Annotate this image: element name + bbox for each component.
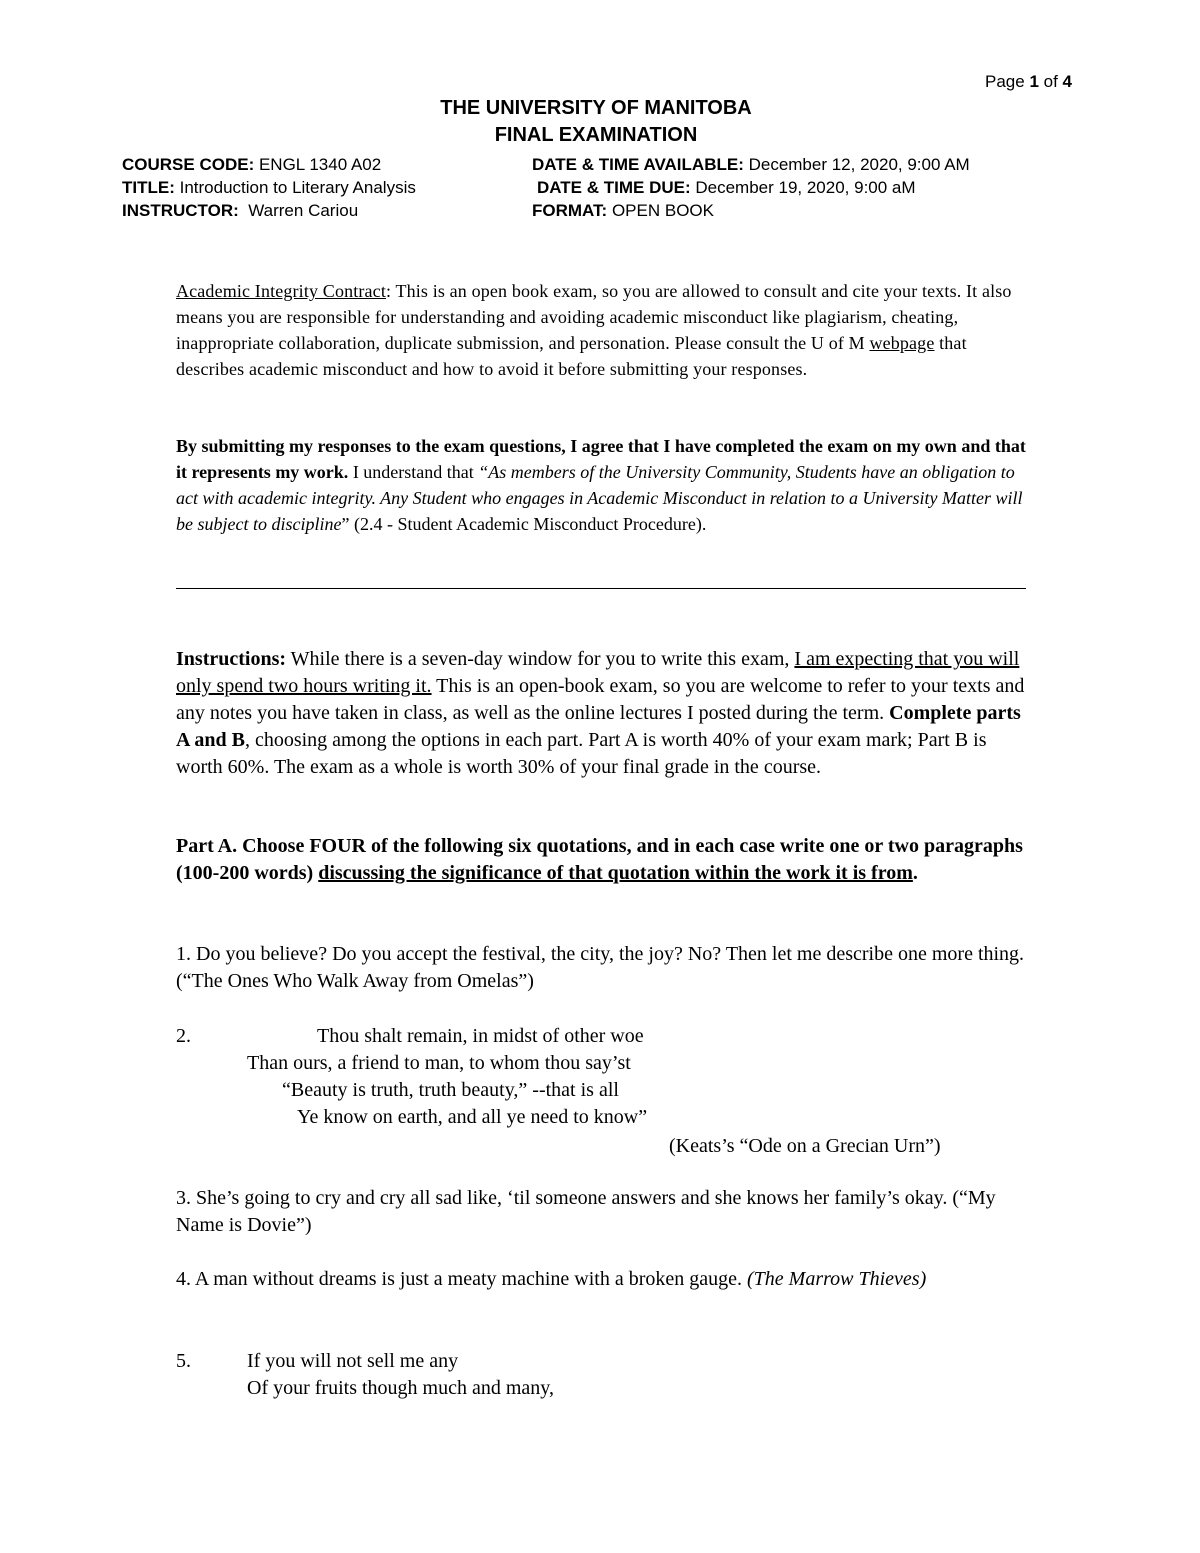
academic-integrity-contract: Academic Integrity Contract: This is an open book exam, so you are allowed to consult and cite your texts. It also means you are responsible for understanding and avoiding academic misconduct like plagiarism, cheating, inappropriate collaboration, duplicate submission, and personation. Please consult the U of M webpage that describes academic misconduct and how to avoid it before submitting your responses.	[176, 281, 1012, 379]
quotation-5-line: Of your fruits though much and many,	[247, 1377, 554, 1399]
course-title: TITLE: Introduction to Literary Analysis	[122, 178, 416, 197]
university-title: THE UNIVERSITY OF MANITOBA	[440, 97, 752, 119]
quotation-2-line: “Beauty is truth, truth beauty,” --that is all	[282, 1079, 619, 1101]
quotation-2-citation: (Keats’s “Ode on a Grecian Urn”)	[669, 1135, 941, 1157]
date-due: DATE & TIME DUE: December 19, 2020, 9:00 aM	[537, 178, 916, 197]
integrity-agreement: By submitting my responses to the exam questions, I agree that I have completed the exam on my own and that it represents my work. I understand that “As members of the University Community, Students have an obligation to act with academic integrity. Any Student who engages in Academic Misconduct in relation to a University Matter will be subject to discipline” (2.4 - Student Academic Misconduct Procedure).	[176, 436, 1026, 534]
exam-meta-left	[122, 153, 416, 222]
signature-line	[176, 588, 1026, 589]
instructor: INSTRUCTOR: Warren Cariou	[122, 201, 359, 220]
quotation-5-line: If you will not sell me any	[247, 1350, 459, 1372]
instructions: Instructions: While there is a seven-day window for you to write this exam, I am expecting that you will only spend two hours writing it. This is an open-book exam, so you are welcome to refer to your texts and any notes you have taken in class, as well as the online lectures I posted during the term. Complete parts A and B, choosing among the options in each part. Part A is worth 40% of your exam mark; Part B is worth 60%. The exam as a whole is worth 30% of your final grade in the course.	[176, 648, 1025, 778]
quotation-1: 1. Do you believe? Do you accept the festival, the city, the joy? No? Then let me describe one more thing. (“The Ones Who Walk Away from Omelas”)	[176, 943, 1025, 992]
quotation-4: 4. A man without dreams is just a meaty machine with a broken gauge. (The Marrow Thieves)	[176, 1268, 927, 1290]
misconduct-webpage-link[interactable]: webpage	[869, 333, 935, 353]
quotation-2-line: Than ours, a friend to man, to whom thou say’st	[247, 1052, 631, 1074]
quotation-5-number: 5.	[176, 1350, 191, 1372]
exam-meta-right	[532, 153, 970, 222]
page-number: Page 1 of 4	[985, 72, 1072, 91]
quotation-2-line: Thou shalt remain, in midst of other woe	[317, 1025, 644, 1047]
date-available: DATE & TIME AVAILABLE: December 12, 2020, 9:00 AM	[532, 155, 970, 174]
quotation-3: 3. She’s going to cry and cry all sad like, ‘til someone answers and she knows her family’s okay. (“My Name is Dovie”)	[176, 1187, 996, 1236]
quotation-2-line: Ye know on earth, and all ye need to know”	[297, 1106, 648, 1128]
exam-format: FORMAT: OPEN BOOK	[532, 201, 714, 220]
part-a-heading: Part A. Choose FOUR of the following six quotations, and in each case write one or two paragraphs (100-200 words) discussing the significance of that quotation within the work it is from.	[176, 835, 1023, 884]
course-code: COURSE CODE: ENGL 1340 A02	[122, 155, 382, 174]
contract-heading: Academic Integrity Contract	[176, 281, 386, 301]
quotation-2-number: 2.	[176, 1025, 191, 1047]
exam-title: FINAL EXAMINATION	[494, 124, 698, 146]
